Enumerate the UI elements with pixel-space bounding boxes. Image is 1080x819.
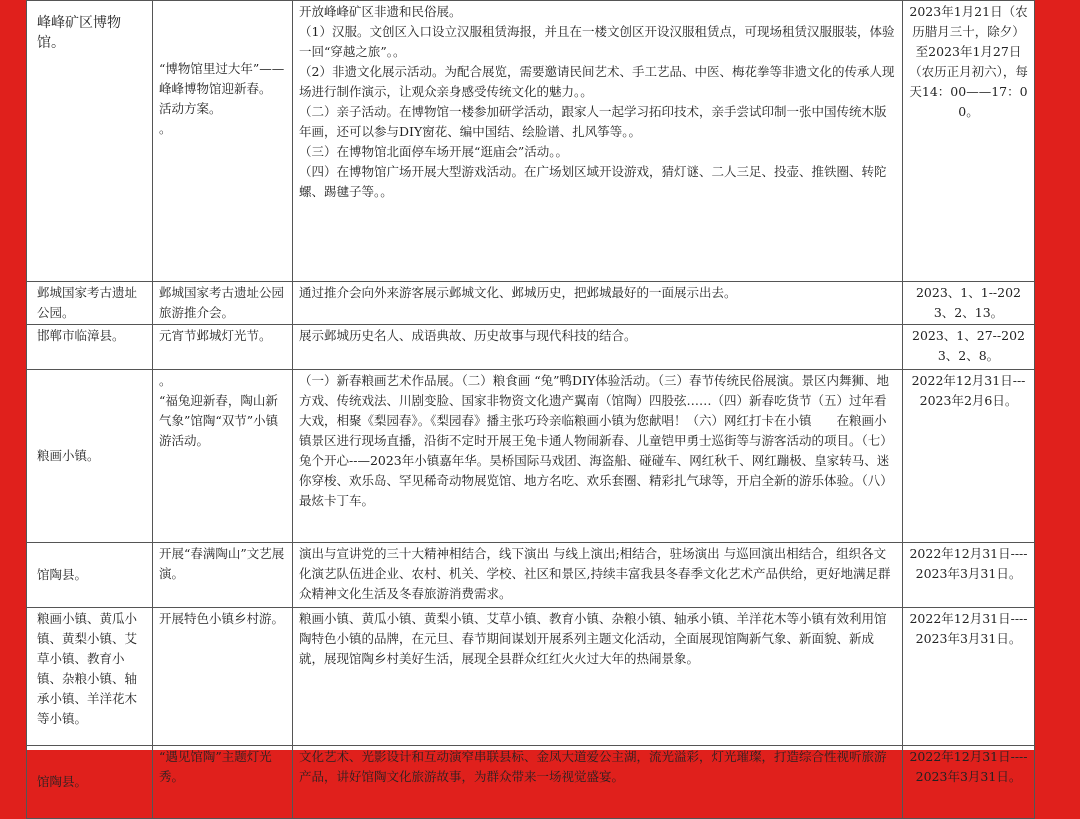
table-row: [27, 282, 1035, 325]
table-row: [27, 325, 1035, 370]
time-cell: 2023、1、1--2023、2、13。: [903, 282, 1035, 325]
content-cell: 演出与宣讲党的三十大精神相结合，线下演出 与线上演出;相结合，驻场演出 与巡回演出相结合，组织各文化演艺队伍进企业、农村、机关、学校、社区和景区,持续丰富我县冬春季文化艺术产品供给，更好地满足群众精神文化生活及冬春旅游消费需求。: [293, 543, 903, 608]
table-row: [27, 543, 1035, 608]
table-row: [27, 608, 1035, 746]
event-cell: “遇见馆陶”主题灯光秀。: [153, 746, 293, 819]
content-cell: 开放峰峰矿区非遗和民俗展。 （1）汉服。文创区入口设立汉服租赁海报，并且在一楼文创区开设汉服租赁点，可现场租赁汉服服装，体验一回“穿越之旅”。。 （2）非遗文化展示活动。为配合展览，需要邀请民间艺术、手工艺品、中医、梅花拳等非遗文化的传承人现场进行制作演示，让观众亲身感受传统文化的魅力。。 （二）亲子活动。在博物馆一楼参加研学活动，跟家人一起学习拓印技术，亲手尝试印制一张中国传统木版年画，还可以参与DIY窗花、编中国结、绘脸谱、扎风筝等。。 （三）在博物馆北面停车场开展“逛庙会”活动。。 （四）在博物馆广场开展大型游戏活动。在广场划区域开设游戏，猜灯谜、二人三足、投壶、推铁圈、转陀螺、踢毽子等。。: [293, 1, 903, 282]
time-cell: 2022年12月31日----2023年3月31日。: [903, 608, 1035, 746]
time-cell: 2022年12月31日---2023年2月6日。: [903, 370, 1035, 543]
venue-cell: 峰峰矿区博物馆。: [27, 1, 153, 282]
time-cell: 2022年12月31日----2023年3月31日。: [903, 543, 1035, 608]
table-row: [27, 370, 1035, 543]
venue-cell: 粮画小镇、黄瓜小镇、黄梨小镇、艾草小镇、教育小镇、杂粮小镇、轴承小镇、羊洋花木等小镇。: [27, 608, 153, 746]
content-cell: 粮画小镇、黄瓜小镇、黄梨小镇、艾草小镇、教育小镇、杂粮小镇、轴承小镇、羊洋花木等小镇有效利用馆陶特色小镇的品牌，在元旦、春节期间谋划开展系列主题文化活动，全面展现馆陶新气象、新面貌、新成就，展现馆陶乡村美好生活，展现全县群众红红火火过大年的热闹景象。: [293, 608, 903, 746]
time-cell: 2023、1、27--2023、2、8。: [903, 325, 1035, 370]
venue-cell: 馆陶县。: [27, 543, 153, 608]
event-cell: 。 “福兔迎新春，陶山新气象”馆陶“双节”小镇游活动。: [153, 370, 293, 543]
content-cell: 通过推介会向外来游客展示邺城文化、邺城历史，把邺城最好的一面展示出去。: [293, 282, 903, 325]
event-cell: 邺城国家考古遗址公园旅游推介会。: [153, 282, 293, 325]
event-cell: 开展特色小镇乡村游。: [153, 608, 293, 746]
table-row: [27, 1, 1035, 282]
venue-cell: 馆陶县。: [27, 746, 153, 819]
time-cell: 2022年12月31日----2023年3月31日。: [903, 746, 1035, 819]
venue-cell: 邯郸市临漳县。: [27, 325, 153, 370]
event-cell: 元宵节邺城灯光节。: [153, 325, 293, 370]
event-cell: “博物馆里过大年”——峰峰博物馆迎新春。 活动方案。 。: [153, 1, 293, 282]
content-cell: （一）新春粮画艺术作品展。（二）粮食画 “兔”鸭DIY体验活动。（三）春节传统民俗展演。景区内舞狮、地方戏、传统戏法、川剧变脸、国家非物资文化遗产翼南（馆陶）四股弦……（四）新春吃货节（五）过年看大戏，相聚《梨园春》。《梨园春》播主张巧玲亲临粮画小镇为您献唱！（六）网红打卡在小镇 在粮画小镇景区进行现场直播，沿街不定时开展王兔卡通人物闹新春、儿童铠甲勇士巡街等与游客活动的项目。（七）兔个开心--—2023年小镇嘉年华。昊桥国际马戏团、海盗船、碰碰车、网红秋千、网红蹦极、皇家转马、迷你穿梭、欢乐岛、罕见稀奇动物展览馆、地方名吃、欢乐套圈、精彩扎气球等，开启全新的游乐体验。（八）最炫卡丁车。: [293, 370, 903, 543]
time-cell: 2023年1月21日（农历腊月三十，除夕）至2023年1月27日（农历正月初六），每天14：00——17：00。: [903, 1, 1035, 282]
document-page: [26, 0, 1034, 789]
event-cell: 开展“春满陶山”文艺展演。: [153, 543, 293, 608]
content-cell: 文化艺术、光影设计和互动演窄串联县标、金凤大道爱公主湖，流光溢彩，灯光璀璨，打造综合性视听旅游产品，讲好馆陶文化旅游故事，为群众带来一场视觉盛宴。: [293, 746, 903, 819]
table-row: [27, 746, 1035, 819]
venue-cell: 邺城国家考古遗址公园。: [27, 282, 153, 325]
venue-cell: 粮画小镇。: [27, 370, 153, 543]
event-table: [26, 0, 1035, 819]
content-cell: 展示邺城历史名人、成语典故、历史故事与现代科技的结合。: [293, 325, 903, 370]
